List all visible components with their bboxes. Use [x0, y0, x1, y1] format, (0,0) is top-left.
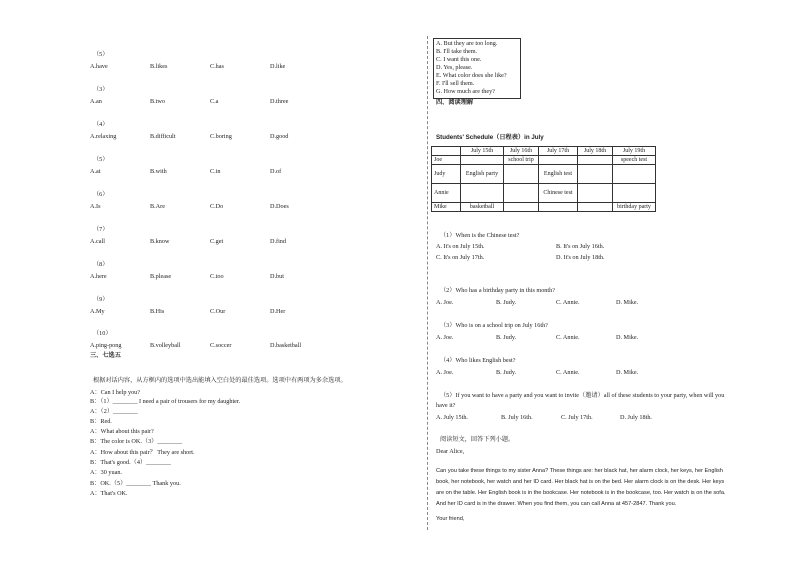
schedule-table	[431, 146, 656, 212]
option: C.in	[210, 168, 221, 175]
dialogue-line: A：30 yuan.	[90, 469, 122, 476]
option: A.call	[90, 238, 105, 245]
option: B.two	[150, 98, 165, 105]
column-divider	[427, 36, 428, 530]
option: C.get	[210, 238, 224, 245]
rc-question: （4）Who likes English best?	[440, 357, 516, 364]
table-cell	[461, 184, 504, 203]
option: C. It's on July 17th.	[436, 254, 485, 261]
option: A.My	[90, 308, 105, 315]
dialogue-line: B：The color is OK.（3）________	[90, 438, 183, 445]
table-header-cell: July 15th	[461, 147, 504, 156]
table-cell	[539, 156, 578, 165]
option: D.but	[270, 273, 284, 280]
option: D. It's on July 18th.	[556, 254, 605, 261]
letter-greeting: Dear Alice,	[436, 448, 465, 455]
letter-line: And her ID card is in the drawer. When you find them, you can call Anna at 457-2847. Thank you.	[436, 501, 677, 507]
table-header-cell: July 18th	[578, 147, 613, 156]
option: C.Do	[210, 203, 224, 210]
option: A. Joe.	[436, 299, 454, 306]
option: D. Mike.	[616, 369, 639, 376]
option: B.with	[150, 168, 167, 175]
dialogue-line: B：Red.	[90, 418, 112, 425]
option: C.a	[210, 98, 219, 105]
option: D.of	[270, 168, 282, 175]
table-cell	[578, 156, 613, 165]
choice-option: F. I'll sell them.	[436, 80, 475, 87]
table-header-cell: July 17th	[539, 147, 578, 156]
rc-question-continued: have it?	[436, 402, 456, 409]
option: B. Judy.	[496, 299, 517, 306]
rc-question: （2）Who has a birthday party in this month?	[440, 287, 555, 294]
table-row	[432, 203, 656, 212]
dialogue-line: B：That's good.（4）________	[90, 459, 171, 466]
table-header-row	[432, 147, 656, 156]
option: B.likes	[150, 63, 168, 70]
table-row	[432, 165, 656, 184]
option: B. Judy.	[496, 369, 517, 376]
option: D.like	[270, 63, 286, 70]
question-number: （8）	[93, 261, 109, 268]
option: A. Joe.	[436, 369, 454, 376]
table-header-cell: July 19th	[613, 147, 656, 156]
table-cell: Judy	[432, 165, 461, 184]
table-cell	[504, 203, 539, 212]
option: A.here	[90, 273, 107, 280]
option: A.an	[90, 98, 102, 105]
option: C.soccer	[210, 342, 232, 349]
option: D.Does	[270, 203, 289, 210]
question-number: （5）	[93, 156, 109, 163]
table-cell	[578, 184, 613, 203]
table-row	[432, 184, 656, 203]
choice-option: E. What color does she like?	[436, 72, 507, 79]
option: A. It's on July 15th.	[436, 243, 485, 250]
table-cell: Mike	[432, 203, 461, 212]
letter-closing: Your friend,	[436, 516, 465, 522]
choice-option: A. But they are too long.	[436, 40, 498, 47]
dialogue-line: B：OK.（5）________ Thank you.	[90, 480, 181, 487]
option: A.relaxing	[90, 133, 117, 140]
choice-option: C. I want this one.	[436, 56, 482, 63]
option: B.know	[150, 238, 170, 245]
letter-line: are on the table. Her English book is in the bookcase. Her notebook is in the bookcase, too. Her watch is on the sofa.	[436, 490, 726, 496]
table-cell	[578, 203, 613, 212]
rc-question: （1）When is the Chinese test?	[440, 232, 520, 239]
option: C.Our	[210, 308, 226, 315]
option: A.Is	[90, 203, 101, 210]
rc-question: （3）Who is on a school trip on July 16th?	[440, 322, 548, 329]
table-row	[432, 156, 656, 165]
option: A.at	[90, 168, 101, 175]
section-instruction: 根据对话内容，从方框内的选项中选出能填入空白处的最佳选项。选项中有两项为多余选项。	[93, 377, 347, 384]
choice-option: G. How much are they?	[436, 88, 495, 95]
option: B. It's on July 16th.	[556, 243, 605, 250]
table-cell	[578, 165, 613, 184]
section-instruction: 阅读短文，回答下列小题。	[440, 436, 515, 443]
option: C.has	[210, 63, 224, 70]
table-header-cell: July 16th	[504, 147, 539, 156]
option: B.His	[150, 308, 165, 315]
option: B. Judy.	[496, 334, 517, 341]
table-cell	[504, 184, 539, 203]
option: D. Mike.	[616, 299, 639, 306]
table-cell	[461, 156, 504, 165]
table-cell: speech test	[613, 156, 656, 165]
question-number: （10）	[93, 330, 112, 337]
table-cell	[613, 165, 656, 184]
option: D. July 18th.	[620, 414, 652, 421]
table-cell: Annie	[432, 184, 461, 203]
option: C. Annie.	[556, 299, 580, 306]
choice-option: B. I'll take them.	[436, 48, 478, 55]
table-cell: birthday party	[613, 203, 656, 212]
option: D.three	[270, 98, 289, 105]
option: B.difficult	[150, 133, 176, 140]
letter-line: book, her notebook, her watch and her ID card. Her black hat is on the bed. Her alarm clock is on the desk. Her keys	[436, 479, 725, 485]
option: A. July 15th.	[436, 414, 468, 421]
option: A. Joe.	[436, 334, 454, 341]
option: D.Her	[270, 308, 286, 315]
option: C. Annie.	[556, 369, 580, 376]
table-cell: English test	[539, 165, 578, 184]
table-cell: school trip	[504, 156, 539, 165]
table-cell: Chinese test	[539, 184, 578, 203]
option: D. Mike.	[616, 334, 639, 341]
question-number: （3）	[93, 86, 109, 93]
option: D.basketball	[270, 342, 302, 349]
choice-option: D. Yes, please.	[436, 64, 473, 71]
option: A.have	[90, 63, 108, 70]
table-cell: Joe	[432, 156, 461, 165]
table-cell: English party	[461, 165, 504, 184]
section-title: 三、七选五	[90, 352, 121, 359]
option: C. July 17th.	[561, 414, 593, 421]
schedule-title: Students' Schedule（日程表）in July	[436, 134, 544, 141]
option: C.too	[210, 273, 224, 280]
dialogue-line: A：That's OK.	[90, 490, 128, 497]
option: B. July 16th.	[501, 414, 533, 421]
rc-question: （5）If you want to have a party and you want to invite（邀请）all of these students to your party, when will you	[440, 392, 725, 399]
option: C. Annie.	[556, 334, 580, 341]
question-number: （6）	[93, 191, 109, 198]
table-header-cell	[432, 147, 461, 156]
question-number: （5）	[93, 51, 109, 58]
question-number: （4）	[93, 121, 109, 128]
letter-line: Can you take these things to my sister Anna? These things are: her black hat, her alarm clock, her keys, her English	[436, 468, 723, 474]
option: D.good	[270, 133, 289, 140]
option: B.Are	[150, 203, 165, 210]
option: B.volleyball	[150, 342, 181, 349]
section-title: 四、阅读理解	[436, 99, 474, 106]
dialogue-line: A：How about this pair？ They are short.	[90, 449, 195, 456]
table-cell: basketball	[461, 203, 504, 212]
dialogue-line: A：What about this pair?	[90, 428, 154, 435]
table-cell	[613, 184, 656, 203]
question-number: （7）	[93, 226, 109, 233]
option: D.find	[270, 238, 286, 245]
table-cell	[504, 165, 539, 184]
question-number: （9）	[93, 296, 109, 303]
table-cell	[539, 203, 578, 212]
option: A.ping-pong	[90, 342, 122, 349]
dialogue-line: B：（1）________ I need a pair of trousers for my daughter.	[90, 398, 241, 405]
dialogue-line: A：Can I help you?	[90, 389, 141, 396]
option: C.boring	[210, 133, 232, 140]
dialogue-line: A：（2）________	[90, 408, 138, 415]
option: B.please	[150, 273, 172, 280]
